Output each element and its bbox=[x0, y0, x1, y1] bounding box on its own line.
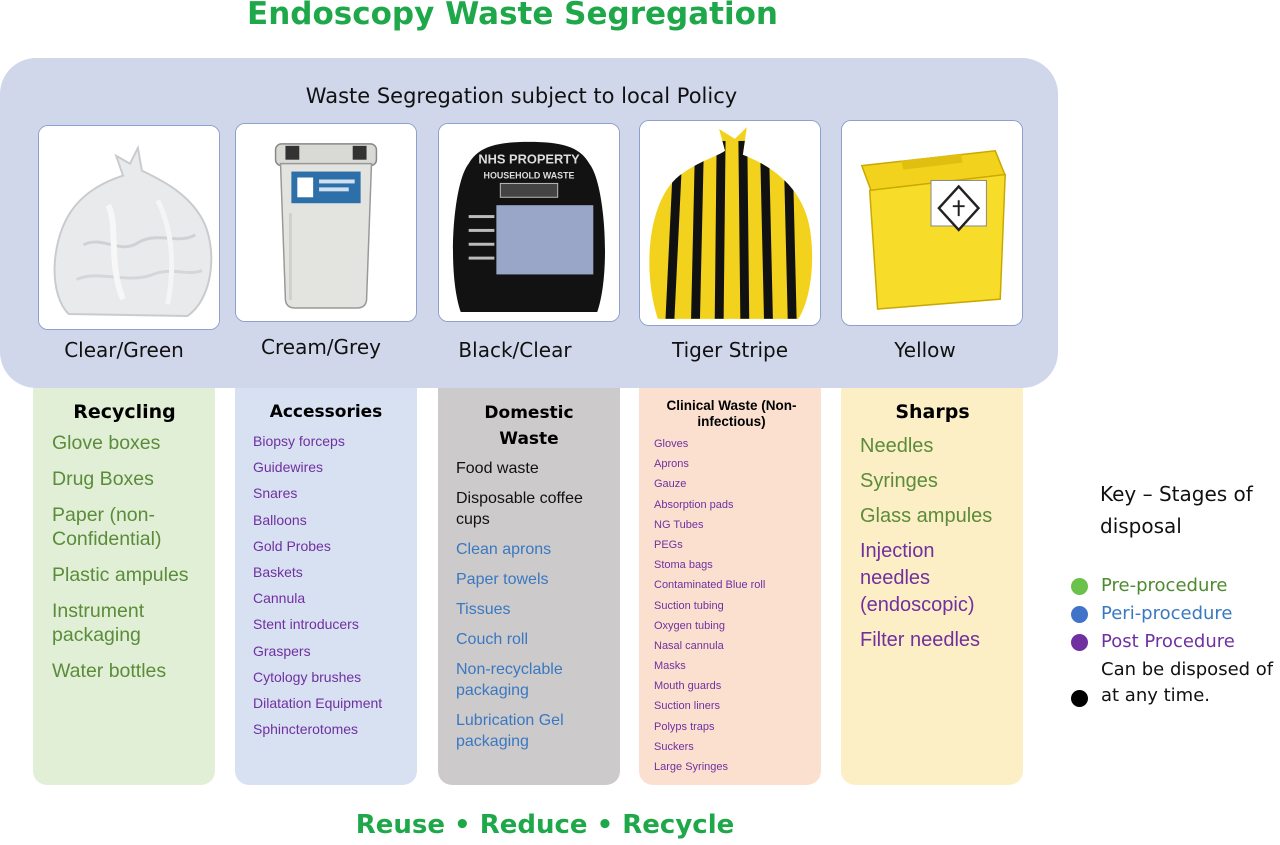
bin-label-tiger-stripe: Tiger Stripe bbox=[671, 338, 789, 362]
list-item: Filter needles bbox=[860, 629, 981, 651]
key-legend bbox=[1070, 573, 1280, 711]
list-item: Paper towels bbox=[456, 571, 549, 588]
key-entry-pre-procedure bbox=[1070, 573, 1280, 599]
peri-procedure-dot-icon bbox=[1071, 606, 1088, 623]
bin-label-cream-grey: Cream/Grey bbox=[261, 335, 381, 359]
sharps-list bbox=[860, 433, 1005, 654]
list-item: Large Syringes bbox=[654, 761, 728, 773]
key-entry-any-time bbox=[1070, 657, 1280, 709]
list-item: Cannula bbox=[253, 590, 306, 607]
list-item: Snares bbox=[253, 485, 298, 502]
list-item: PEGs bbox=[654, 538, 683, 551]
sharps-heading: Sharps bbox=[895, 401, 970, 423]
clinical-waste-column bbox=[639, 388, 821, 785]
list-item: Needles bbox=[860, 435, 934, 457]
list-item: Paper (non-Confidential) bbox=[52, 504, 162, 550]
bin-label-black-clear: Black/Clear bbox=[458, 338, 572, 362]
key-title: Key – Stages of disposal bbox=[1100, 482, 1253, 538]
list-item: Graspers bbox=[253, 642, 311, 659]
page-title: Endoscopy Waste Segregation bbox=[247, 0, 778, 32]
bin-label-yellow: Yellow bbox=[894, 338, 956, 362]
list-item: Non-recyclable packaging bbox=[456, 661, 563, 699]
black-bag-card bbox=[438, 123, 620, 322]
tiger-stripe-bag-icon bbox=[640, 121, 820, 325]
list-item: Gloves bbox=[654, 438, 689, 450]
list-item: Gauze bbox=[654, 478, 687, 491]
bin-label-clear-green: Clear/Green bbox=[64, 338, 184, 362]
list-item: Masks bbox=[654, 660, 686, 673]
key-label: Can be disposed of at any time. bbox=[1101, 659, 1274, 706]
recycling-heading: Recycling bbox=[73, 401, 176, 423]
accessories-heading: Accessories bbox=[269, 402, 383, 422]
list-item: Drug Boxes bbox=[52, 468, 154, 490]
yellow-sharps-bin-icon bbox=[842, 121, 1022, 325]
list-item: Guidewires bbox=[253, 459, 324, 476]
clear-bag-icon bbox=[39, 126, 219, 329]
domestic-waste-heading: Domestic Waste bbox=[484, 403, 574, 449]
list-item: Syringes bbox=[860, 470, 938, 492]
list-item: Mouth guards bbox=[654, 680, 722, 693]
list-item: NG Tubes bbox=[654, 518, 704, 531]
list-item: Lubrication Gel packaging bbox=[456, 712, 564, 750]
list-item: Food waste bbox=[456, 460, 539, 477]
list-item: Absorption pads bbox=[654, 498, 734, 511]
key-entry-post-procedure bbox=[1070, 629, 1280, 655]
list-item: Gold Probes bbox=[253, 537, 331, 554]
sharps-column bbox=[841, 388, 1023, 785]
key-label: Pre-procedure bbox=[1101, 575, 1228, 596]
panel-heading: Waste Segregation subject to local Policy bbox=[305, 84, 738, 108]
black-bag-icon bbox=[439, 124, 619, 321]
list-item: Nasal cannula bbox=[654, 639, 724, 652]
post-procedure-dot-icon bbox=[1071, 634, 1088, 651]
list-item: Injection needles (endoscopic) bbox=[860, 540, 975, 616]
list-item: Glass ampules bbox=[860, 505, 993, 527]
list-item: Couch roll bbox=[456, 631, 529, 648]
recycling-column bbox=[33, 388, 215, 785]
list-item: Stent introducers bbox=[253, 616, 359, 633]
list-item: Baskets bbox=[253, 563, 303, 580]
list-item: Balloons bbox=[253, 511, 307, 528]
clinical-waste-list bbox=[654, 438, 809, 774]
clear-bag-card bbox=[38, 125, 220, 330]
list-item: Stoma bags bbox=[654, 559, 713, 572]
list-item: Suction liners bbox=[654, 700, 721, 713]
list-item: Contaminated Blue roll bbox=[654, 579, 766, 592]
svg-text:NHS PROPERTY: NHS PROPERTY bbox=[478, 151, 580, 167]
grey-bin-icon bbox=[236, 124, 416, 321]
domestic-waste-list bbox=[456, 458, 602, 752]
key-entry-peri-procedure bbox=[1070, 601, 1280, 627]
key-label: Post Procedure bbox=[1101, 631, 1235, 652]
list-item: Sphincterotomes bbox=[253, 721, 359, 738]
clinical-waste-heading: Clinical Waste (Non-infectious) bbox=[666, 398, 797, 429]
accessories-list bbox=[253, 433, 399, 738]
list-item: Plastic ampules bbox=[52, 564, 189, 586]
list-item: Tissues bbox=[456, 601, 511, 618]
list-item: Suction tubing bbox=[654, 599, 724, 612]
pre-procedure-dot-icon bbox=[1071, 578, 1088, 595]
list-item: Oxygen tubing bbox=[654, 619, 725, 632]
list-item: Instrument packaging bbox=[52, 600, 145, 646]
list-item: Dilatation Equipment bbox=[253, 694, 383, 711]
accessories-column bbox=[235, 388, 417, 785]
domestic-waste-column bbox=[438, 388, 620, 785]
footer-slogan: Reuse • Reduce • Recycle bbox=[355, 810, 735, 840]
list-item: Disposable coffee cups bbox=[456, 490, 583, 528]
svg-text:HOUSEHOLD WASTE: HOUSEHOLD WASTE bbox=[483, 170, 575, 181]
yellow-sharps-bin-card bbox=[841, 120, 1023, 326]
list-item: Water bottles bbox=[52, 660, 167, 682]
list-item: Suckers bbox=[654, 740, 694, 753]
list-item: Glove boxes bbox=[52, 432, 161, 454]
list-item: Biopsy forceps bbox=[253, 433, 345, 449]
list-item: Clean aprons bbox=[456, 541, 552, 558]
any-time-dot-icon bbox=[1071, 690, 1088, 707]
recycling-list bbox=[52, 431, 197, 683]
key-label: Peri-procedure bbox=[1101, 603, 1233, 624]
list-item: Aprons bbox=[654, 458, 689, 471]
tiger-stripe-bag-card bbox=[639, 120, 821, 326]
list-item: Polyps traps bbox=[654, 720, 715, 733]
grey-bin-card bbox=[235, 123, 417, 322]
list-item: Cytology brushes bbox=[253, 668, 362, 685]
